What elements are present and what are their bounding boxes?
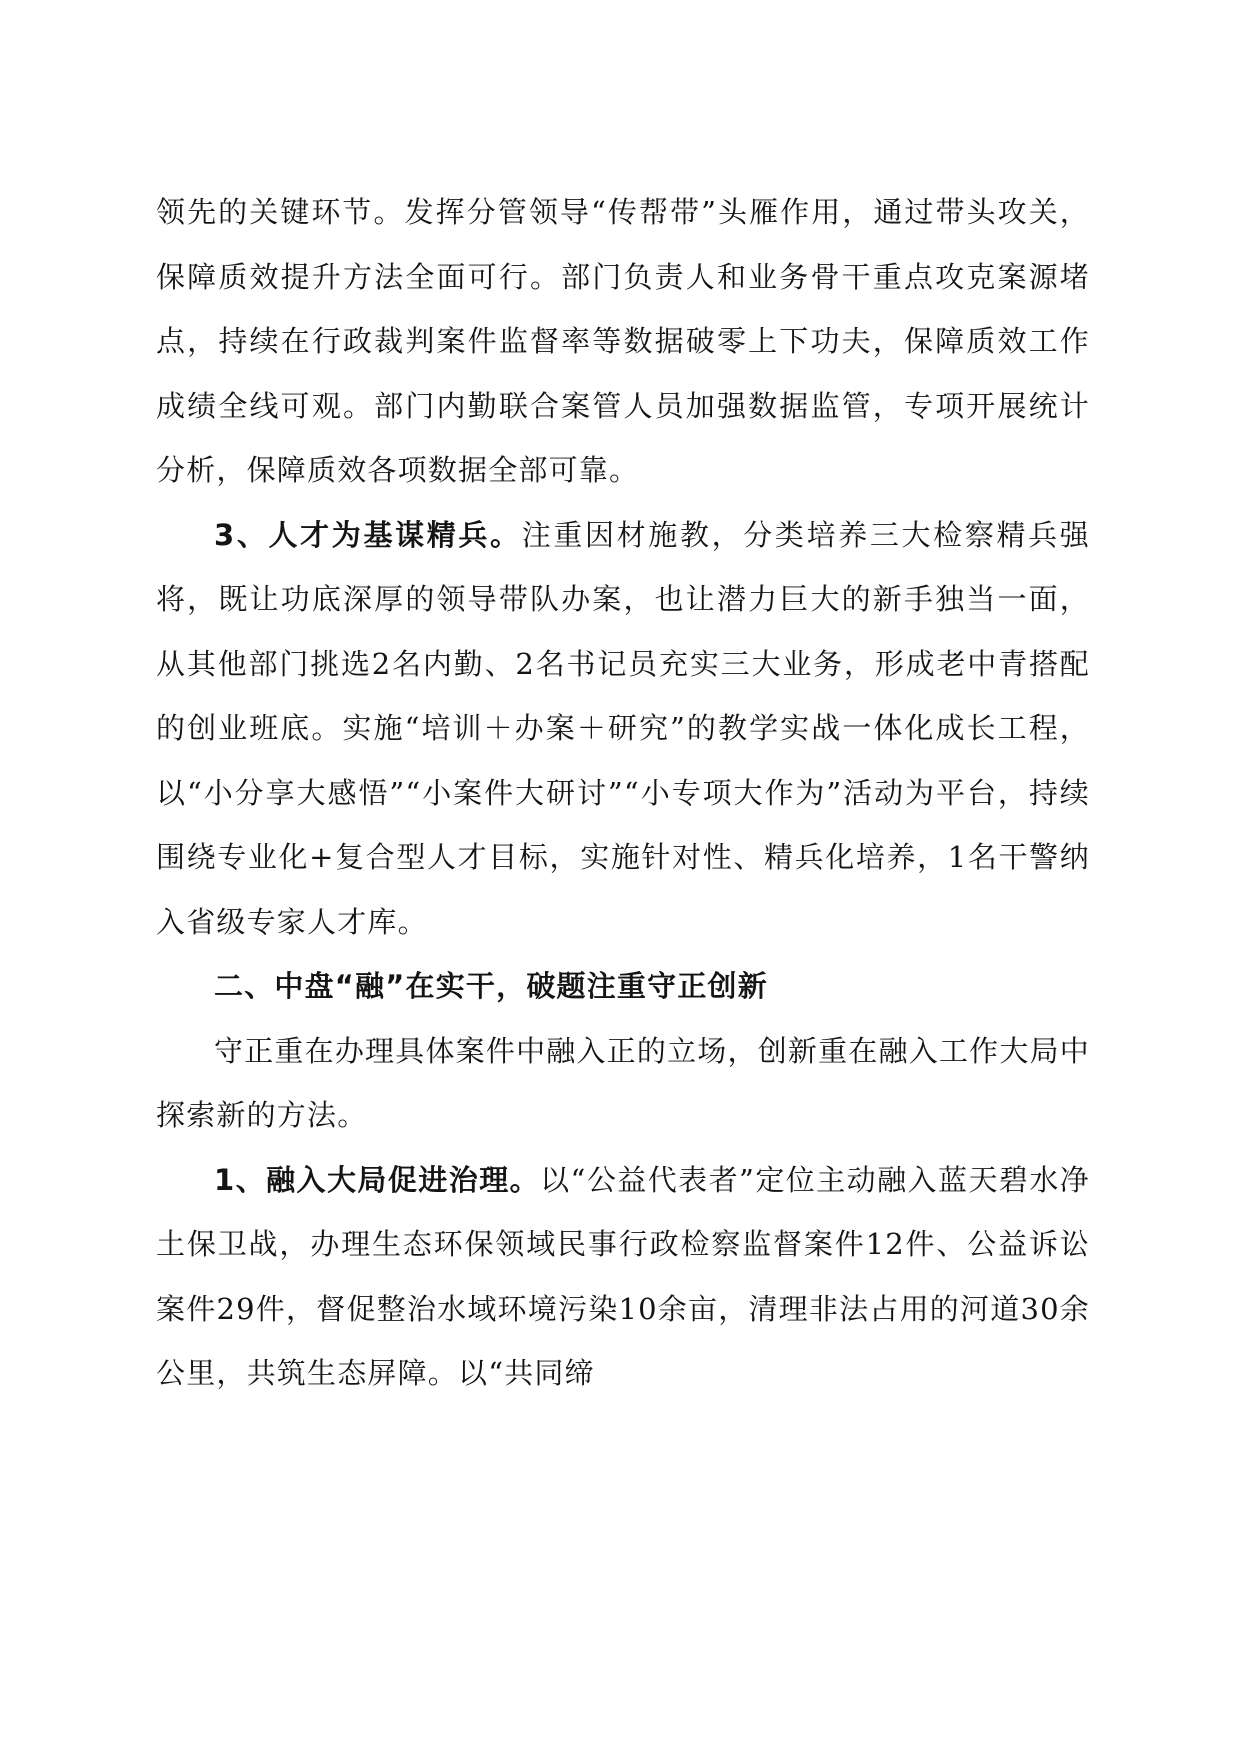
section-heading-2: 二、中盘“融”在实干，破题注重守正创新 [214, 969, 768, 1003]
paragraph-body-governance: 以“公益代表者”定位主动融入蓝天碧水净土保卫战，办理生态环保领域民事行政检察监督案件12件、公益诉讼案件29件，督促整治水域环境污染10余亩，清理非法占用的河道30余公里，共筑生态屏障。以“共同缔 [156, 1162, 1090, 1390]
paragraph-lead-talent: 3、人才为基谋精兵。 [214, 517, 522, 552]
paragraph-section-intro: 守正重在办理具体案件中融入正的立场，创新重在融入工作大局中探索新的方法。 [156, 1033, 1090, 1132]
paragraph-talent [156, 503, 1090, 955]
document-body [156, 180, 1090, 1406]
paragraph-continuation: 领先的关键环节。发挥分管领导“传帮带”头雁作用，通过带头攻关，保障质效提升方法全面可行。部门负责人和业务骨干重点攻克案源堵点，持续在行政裁判案件监督率等数据破零上下功夫，保障质效工作成绩全线可观。部门内勤联合案管人员加强数据监管，专项开展统计分析，保障质效各项数据全部可靠。 [156, 195, 1090, 487]
paragraph-lead-governance: 1、融入大局促进治理。 [214, 1162, 541, 1197]
paragraph-governance [156, 1148, 1090, 1406]
paragraph-body-talent: 注重因材施教，分类培养三大检察精兵强将，既让功底深厚的领导带队办案，也让潜力巨大的新手独当一面，从其他部门挑选2名内勤、2名书记员充实三大业务，形成老中青搭配的创业班底。实施“培训＋办案＋研究”的教学实战一体化成长工程，以“小分享大感悟”“小案件大研讨”“小专项大作为”活动为平台，持续围绕专业化+复合型人才目标，实施针对性、精兵化培养，1名干警纳入省级专家人才库。 [156, 517, 1090, 939]
